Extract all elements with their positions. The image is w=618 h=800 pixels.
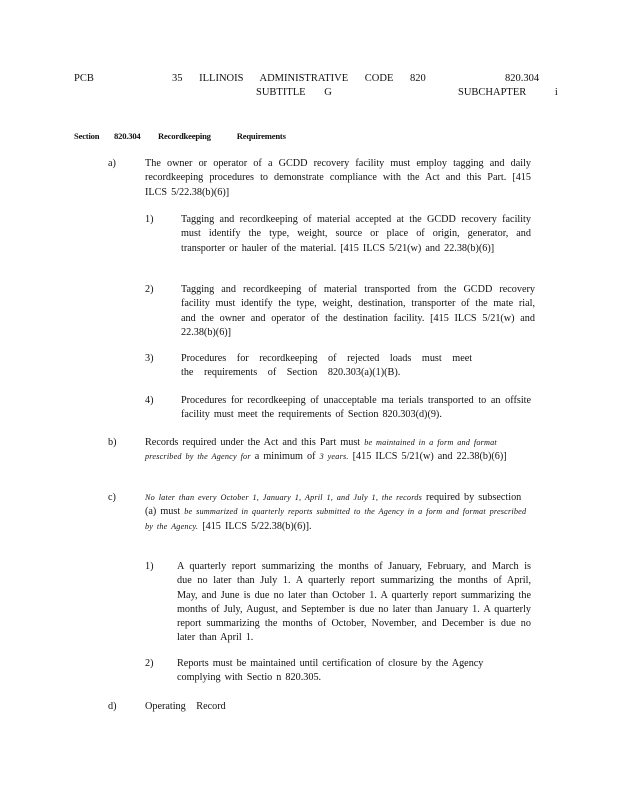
subsection-b-part5: [415 ILCS 5/21(w) and 22.38(b)(6)] xyxy=(352,451,507,463)
item-c1-label: 1) xyxy=(145,561,154,572)
section-title: Recordkeeping Requirements xyxy=(158,131,286,141)
subsection-c-part1: No later than every October 1, January 1, April 1, and July 1, the records xyxy=(145,493,422,502)
header-title: 35 ILLINOIS ADMINISTRATIVE CODE 820 xyxy=(172,73,426,84)
header-agency: PCB xyxy=(74,73,94,84)
subsection-c-part4: [415 ILCS 5/22.38(b)(6)]. xyxy=(202,520,312,532)
subsection-c-text xyxy=(145,491,527,534)
subsection-a-text: The owner or operator of a GCDD recovery facility must employ tagging and daily recordkeeping procedures to demonstrate compliance with the Act and this Part. [415 ILCS 5/22.38(b)(6)] xyxy=(145,158,531,198)
subsection-c-part3: be summarized in quarterly reports submitted to the Agency in a form and format prescribed by the Agency. xyxy=(145,507,527,531)
item-a3-label: 3) xyxy=(145,353,154,364)
subsection-b-label: b) xyxy=(108,437,117,448)
subsection-d-text: Operating Record xyxy=(145,701,226,712)
subsection-b-part2: be maintained in a form and format prescribed by the Agency for xyxy=(145,438,497,462)
header-subtitle: SUBTITLE G xyxy=(256,87,332,98)
section-label: Section xyxy=(74,131,100,141)
item-c2-label: 2) xyxy=(145,658,154,669)
subsection-a-label: a) xyxy=(108,158,116,169)
item-c2-text: Reports must be maintained until certification of closure by the Agency complying with Sectio n 820.305. xyxy=(177,658,484,684)
subsection-b-text xyxy=(145,436,525,465)
item-a4-text: Procedures for recordkeeping of unacceptable ma terials transported to an offsite facility must meet the requirements of Section 820.303(d)(9). xyxy=(181,395,531,421)
item-a1-label: 1) xyxy=(145,214,154,225)
subsection-b-part1: Records required under the Act and this Part must xyxy=(145,437,361,448)
section-number: 820.304 xyxy=(114,131,141,141)
item-a1-text: Tagging and recordkeeping of material accepted at the GCDD recovery facility must identify the type, weight, source or place of origin, generator, and transporter or hauler of the material. [415 ILCS 5/21(w) and 22.38(b)(6)] xyxy=(181,214,531,254)
item-c1-text: A quarterly report summarizing the months of January, February, and March is due no later than July 1. A quarterly report summarizing the months of April, May, and June is due no later than October 1. A quarterly report summarizing the months of July, August, and September is due no later than January 1. A quarterly report summarizing the months of October, November, and December is due no later than April 1. xyxy=(177,561,531,644)
subsection-c-part2: required by subsection (a) must xyxy=(145,492,522,518)
subsection-d-label: d) xyxy=(108,701,117,712)
item-a4-label: 4) xyxy=(145,395,154,406)
subsection-b-part3: a minimum of xyxy=(254,451,316,463)
item-a2-label: 2) xyxy=(145,284,154,295)
header-subchapter: SUBCHAPTER i xyxy=(458,87,558,98)
subsection-c-label: c) xyxy=(108,492,116,503)
subsection-b-part4: 3 years. xyxy=(319,452,349,462)
item-a2-text: Tagging and recordkeeping of material transported from the GCDD recovery facility must identify the type, weight, destination, transporter of the mate rial, and the owner and operator of the destination facility. [415 ILCS 5/21(w) and 22.38(b)(6)] xyxy=(181,284,535,338)
header-section-number: 820.304 xyxy=(505,73,540,84)
item-a3-text: Procedures for recordkeeping of rejected loads must meet the requirements of Section 820.303(a)(1)(B). xyxy=(181,353,473,379)
